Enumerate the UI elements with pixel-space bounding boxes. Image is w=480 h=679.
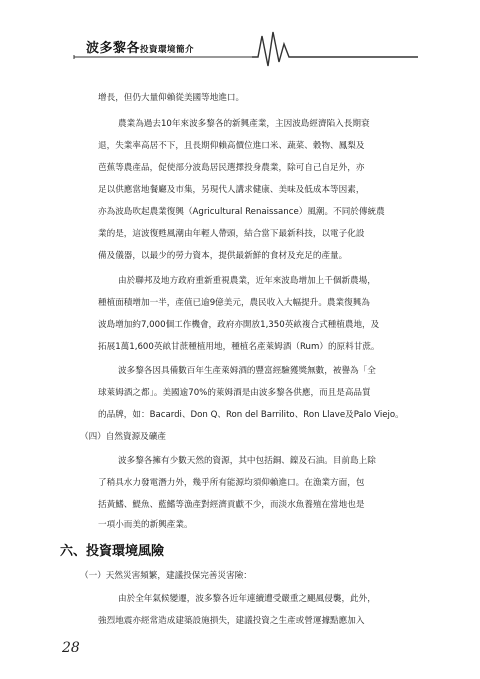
text-line: 退，失業率高居不下，且長期仰賴高價位進口米、蔬菜、穀物、鳳梨及 <box>98 141 365 151</box>
page-number: 28 <box>62 640 80 656</box>
text-line: 種植面積增加一半，產值已逾9億美元，農民收入大幅提升。農業復興為 <box>98 298 370 308</box>
text-line: 增長，但仍大量仰賴從美國等地進口。 <box>98 93 245 103</box>
subsection-heading: （四）自然資源及礦產 <box>80 432 166 442</box>
text-line: 一項小而美的新興產業。 <box>98 520 193 530</box>
text-line: 波多黎各擁有少數天然的資源，其中包括銅、鎳及石油。目前島上除 <box>118 456 376 466</box>
text-line: 由於聯邦及地方政府重新重視農業，近年來波島增加上千個新農場， <box>118 276 376 286</box>
text-line: 足以供應當地餐廳及市集，另現代人講求健康、美味及低成本等因素， <box>98 185 365 195</box>
text-line: 亦為波島吹起農業復興（Agricultural Renaissance）風潮。不同於傳統農 <box>98 207 385 217</box>
text-line: 了稍具水力發電潛力外，幾乎所有能源均須仰賴進口。在漁業方面，包 <box>98 478 365 488</box>
text-line: 拓展1萬1,600英畝甘蔗種植用地，種植名產萊姆酒（Rum）的原料甘蔗。 <box>98 342 380 352</box>
text-line: 括黃鰭、鯷魚、藍鰭等漁產對經濟貢獻不少，而淡水魚養殖在當地也是 <box>98 500 365 510</box>
subsection-heading: （一）天然災害頻繁，建議投保完善災害險： <box>80 571 252 581</box>
text-line: 球萊姆酒之都」。美國逾70%的萊姆酒是由波多黎各供應，而且是高品質 <box>98 388 371 398</box>
text-line: 波島增加約7,000個工作機會，政府亦開放1,350英畝複合式種植農地，及 <box>98 320 380 330</box>
heartbeat-line-icon <box>252 32 418 66</box>
text-line: 備及儀器，以最少的勞力資本，提供最新鮮的食材及充足的產量。 <box>98 251 348 261</box>
header-title-main: 波多黎各 <box>86 41 141 56</box>
text-line: 強烈地震亦經常造成建築設施損失，建議投資之生產或營運據點應加入 <box>98 616 365 626</box>
text-line: 業的是，這波復甦風潮由年輕人帶頭，結合當下最新科技，以電子化設 <box>98 229 365 239</box>
text-line: 的品牌，如：Bacardi、Don Q、Ron del Barrilito、Ron Llave及Palo Viejo。 <box>98 410 404 420</box>
text-line: 芭蕉等農產品，促使部分波島居民選擇投身農業，除可自己自足外，亦 <box>98 163 365 173</box>
header-title-sub: 投資環境簡介 <box>140 45 195 55</box>
text-line: 農業為過去10年來波多黎各的新興產業，主因波島經濟陷入長期衰 <box>118 119 370 129</box>
section-title: 六、投資環境風險 <box>60 544 165 559</box>
header-decoration <box>0 0 480 70</box>
page-header <box>0 0 480 70</box>
header-title <box>86 37 194 56</box>
text-line: 由於全年氣候變遷，波多黎各近年連續遭受嚴重之颶風侵襲，此外， <box>118 594 376 604</box>
text-line: 波多黎各因具備數百年生產萊姆酒的豐富經驗獲獎無數，被譽為「全 <box>118 366 376 376</box>
